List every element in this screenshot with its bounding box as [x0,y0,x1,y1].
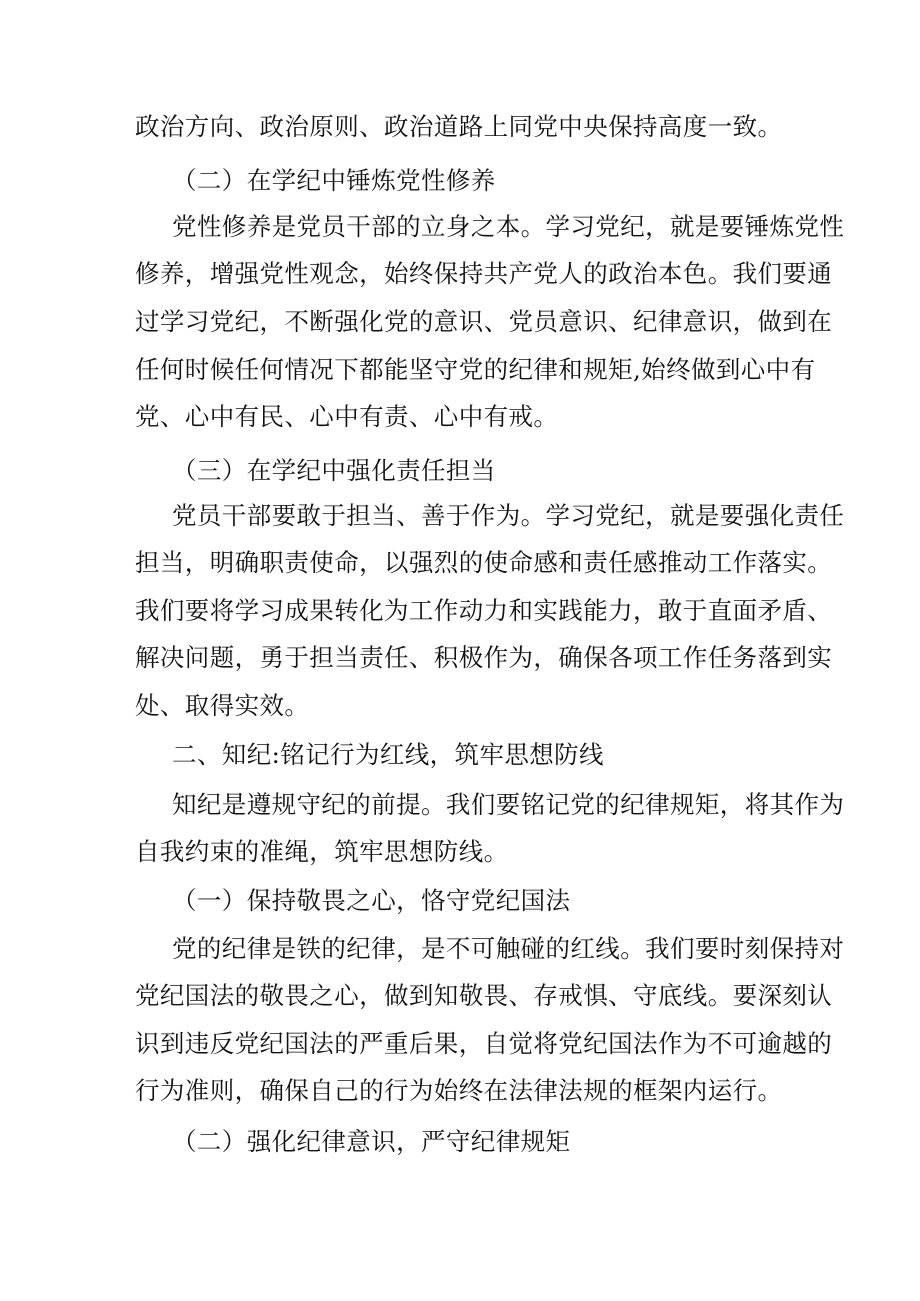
text-line: 修养，增强党性观念，始终保持共产党人的政治本色。我们要通 [135,259,833,288]
text-line: 党的纪律是铁的纪律，是不可触碰的红线。我们要时刻保持对 [172,934,845,963]
section-heading: （二）在学纪中锤炼党性修养 [172,166,496,195]
section-heading: （一）保持敬畏之心，恪守党纪国法 [172,886,571,915]
text-line: 识到违反党纪国法的严重后果，自觉将党纪国法作为不可逾越的 [135,1029,833,1058]
text-line: 党员干部要敢于担当、善于作为。学习党纪，就是要强化责任 [172,501,845,530]
text-line: 党、心中有民、心中有责、心中有戒。 [135,402,559,431]
text-line: 党纪国法的敬畏之心，做到知敬畏、存戒惧、守底线。要深刻认 [135,981,833,1010]
section-heading: （二）强化纪律意识，严守纪律规矩 [172,1127,571,1156]
text-line: 处、取得实效。 [135,691,310,720]
text-line: 解决问题，勇于担当责任、积极作为，确保各项工作任务落到实 [135,643,833,672]
text-line: 担当，明确职责使命，以强烈的使命感和责任感推动工作落实。 [135,548,833,577]
chapter-heading: 二、知纪:铭记行为红线，筑牢思想防线 [172,740,604,769]
text-line: 过学习党纪，不断强化党的意识、党员意识、纪律意识，做到在 [135,307,833,336]
text-line: 知纪是遵规守纪的前提。我们要铭记党的纪律规矩，将其作为 [172,790,845,819]
text-line: 我们要将学习成果转化为工作动力和实践能力，敢于直面矛盾、 [135,596,833,625]
text-line: 自我约束的准绳，筑牢思想防线。 [135,837,509,866]
text-line: 政治方向、政治原则、政治道路上同党中央保持高度一致。 [135,112,783,141]
text-line: 行为准则，确保自己的行为始终在法律法规的框架内运行。 [135,1076,783,1105]
section-heading: （三）在学纪中强化责任担当 [172,456,496,485]
text-line: 党性修养是党员干部的立身之本。学习党纪，就是要锤炼党性 [172,212,845,241]
text-line: 任何时候任何情况下都能坚守党的纪律和规矩,始终做到心中有 [135,355,816,384]
